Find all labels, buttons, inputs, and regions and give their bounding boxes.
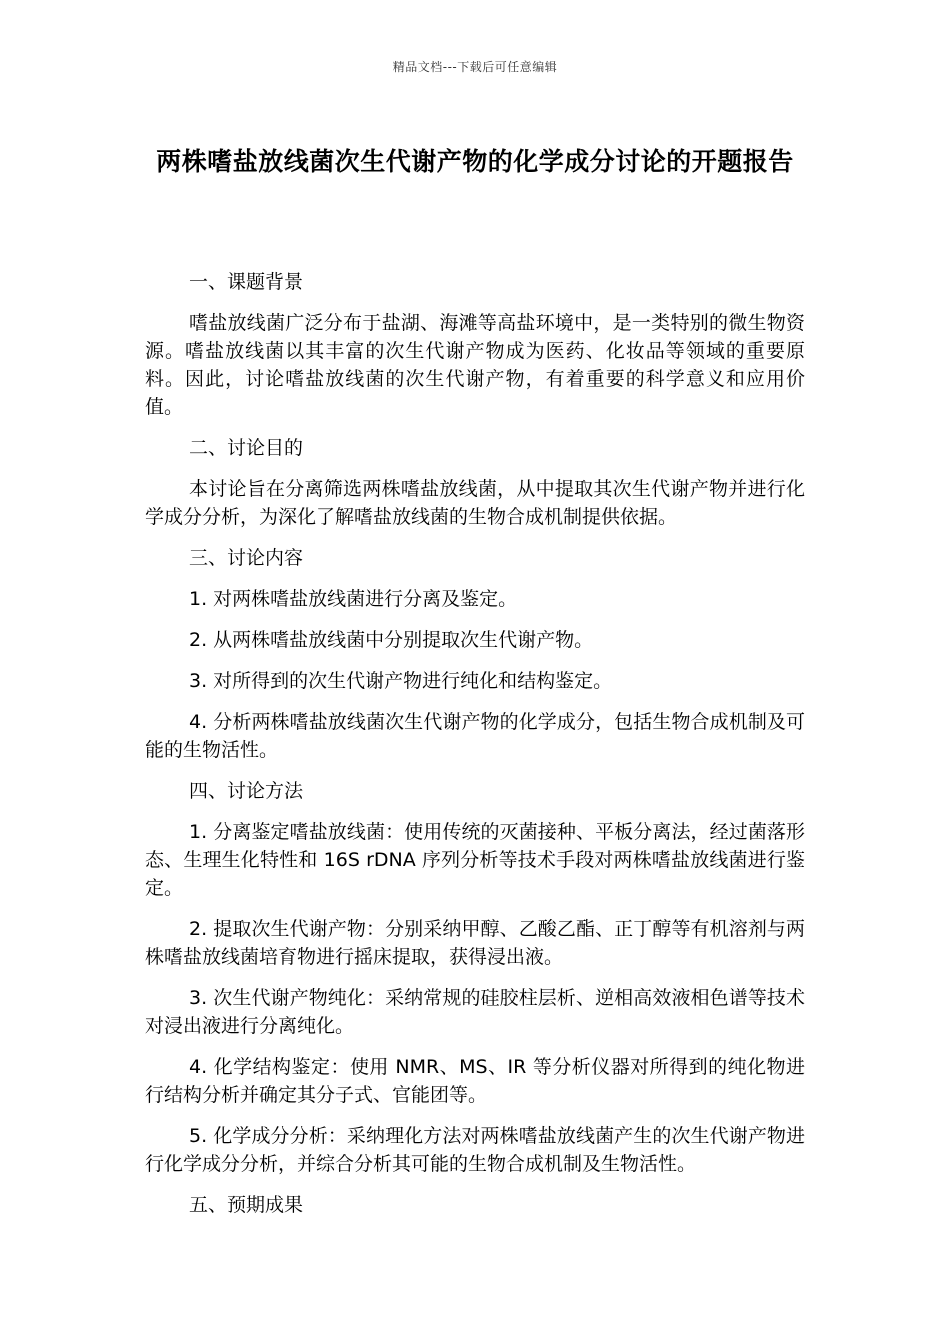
content-item-1: 1. 对两株嗜盐放线菌进行分离及鉴定。 [189, 588, 518, 610]
method-item-4: 4. 化学结构鉴定：使用 NMR、MS、IR 等分析仪器对所得到的纯化物进行结构分析并确定其分子式、官能团等。 [145, 1056, 805, 1106]
paragraph-purpose: 本讨论旨在分离筛选两株嗜盐放线菌，从中提取其次生代谢产物并进行化学成分分析，为深化了解嗜盐放线菌的生物合成机制提供依据。 [145, 478, 805, 528]
section-heading-expected-results: 五、预期成果 [189, 1194, 304, 1216]
section-heading-purpose: 二、讨论目的 [189, 437, 304, 459]
method-item-3: 3. 次生代谢产物纯化：采纳常规的硅胶柱层析、逆相高效液相色谱等技术对浸出液进行分离纯化。 [145, 987, 805, 1037]
document-body [145, 268, 805, 1232]
method-item-1: 1. 分离鉴定嗜盐放线菌：使用传统的灭菌接种、平板分离法，经过菌落形态、生理生化特性和 16S rDNA 序列分析等技术手段对两株嗜盐放线菌进行鉴定。 [145, 821, 805, 899]
content-item-2: 2. 从两株嗜盐放线菌中分别提取次生代谢产物。 [189, 629, 594, 651]
section-heading-background: 一、课题背景 [189, 271, 304, 293]
method-item-5: 5. 化学成分分析：采纳理化方法对两株嗜盐放线菌产生的次生代谢产物进行化学成分分析，并综合分析其可能的生物合成机制及生物活性。 [145, 1125, 805, 1175]
content-item-3: 3. 对所得到的次生代谢产物进行纯化和结构鉴定。 [189, 670, 613, 692]
content-item-4: 4. 分析两株嗜盐放线菌次生代谢产物的化学成分，包括生物合成机制及可能的生物活性。 [145, 711, 805, 761]
section-heading-content: 三、讨论内容 [189, 547, 304, 569]
header-note: 精品文档---下载后可任意编辑 [392, 60, 558, 74]
document-title: 两株嗜盐放线菌次生代谢产物的化学成分讨论的开题报告 [156, 147, 794, 176]
section-heading-methods: 四、讨论方法 [189, 780, 304, 802]
method-item-2: 2. 提取次生代谢产物：分别采纳甲醇、乙酸乙酯、正丁醇等有机溶剂与两株嗜盐放线菌培育物进行摇床提取，获得浸出液。 [145, 918, 805, 968]
paragraph-background: 嗜盐放线菌广泛分布于盐湖、海滩等高盐环境中，是一类特别的微生物资源。嗜盐放线菌以其丰富的次生代谢产物成为医药、化妆品等领域的重要原料。因此，讨论嗜盐放线菌的次生代谢产物，有着重要的科学意义和应用价值。 [145, 312, 805, 418]
